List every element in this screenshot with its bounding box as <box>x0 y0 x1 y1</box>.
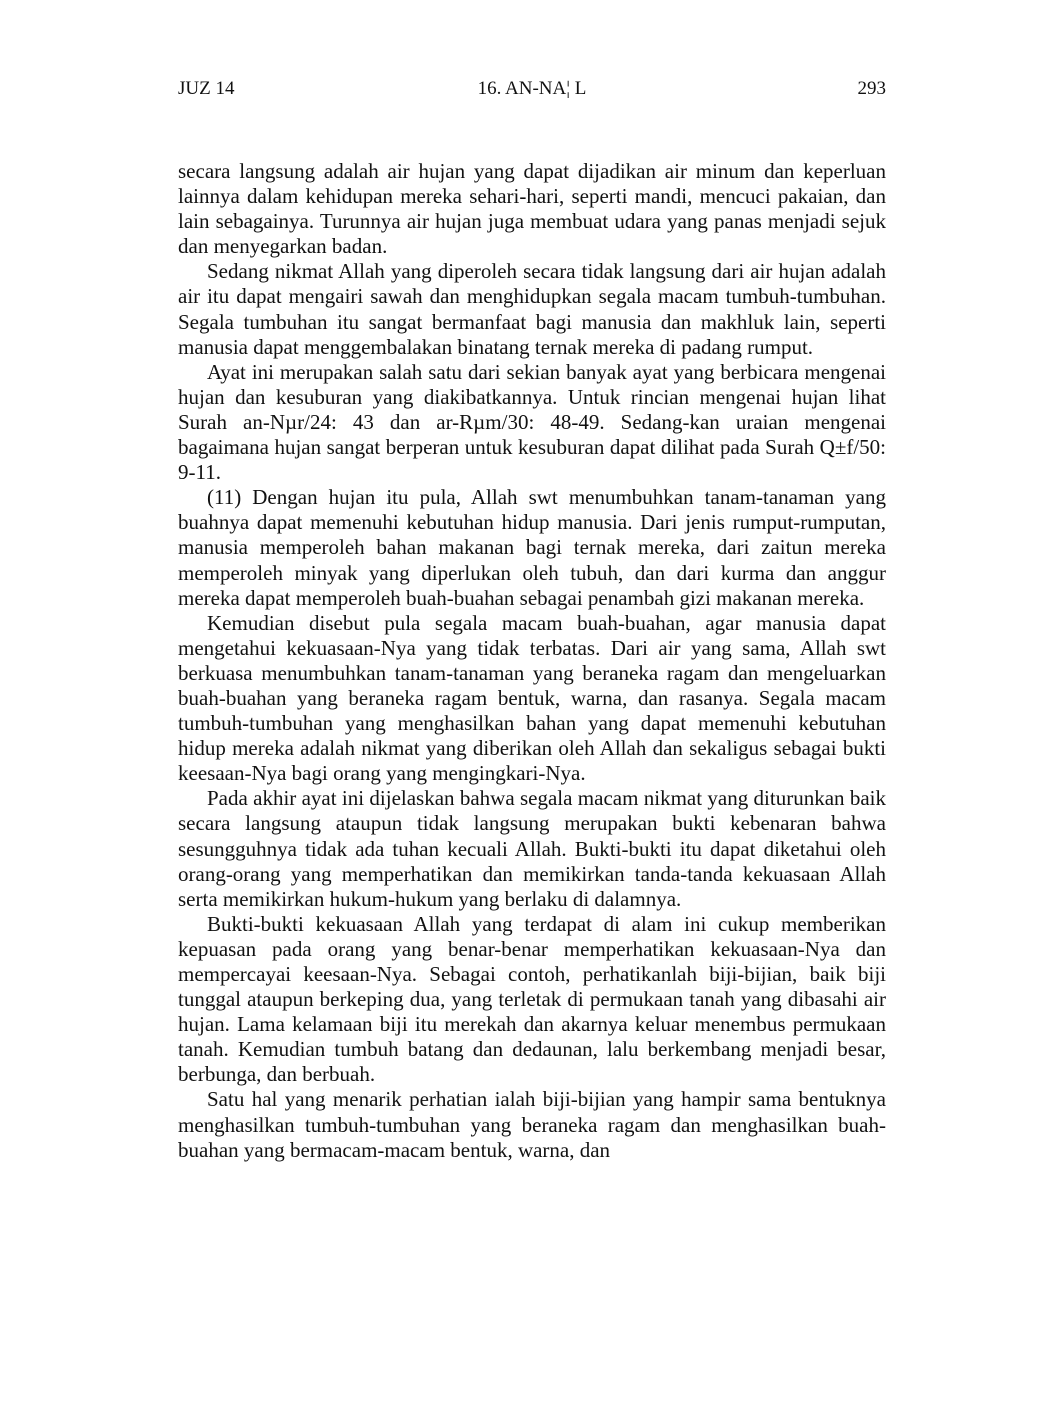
paragraph: (11) Dengan hujan itu pula, Allah swt menumbuhkan tanam-tanaman yang buahnya dapat memenuhi kebutuhan hidup manusia. Dari jenis rumput-rumputan, manusia memperoleh bahan makanan bagi ternak mereka, dari zaitun mereka memperoleh minyak yang diperlukan oleh tubuh, dan dari kurma dan anggur mereka dapat memperoleh buah-buahan sebagai penambah gizi makanan mereka. <box>178 485 886 610</box>
page-header <box>178 76 886 102</box>
page-number: 293 <box>857 78 886 99</box>
juz-label: JUZ 14 <box>178 78 235 99</box>
paragraph-continued: secara langsung adalah air hujan yang dapat dijadikan air minum dan keperluan lainnya dalam kehidupan mereka sehari-hari, seperti mandi, mencuci pakaian, dan lain sebagainya. Turunnya air hujan juga membuat udara yang panas menjadi sejuk dan menyegarkan badan. <box>178 159 886 259</box>
body-text <box>178 159 886 1163</box>
paragraph: Pada akhir ayat ini dijelaskan bahwa segala macam nikmat yang diturunkan baik secara langsung ataupun tidak langsung merupakan bukti kebenaran bahwa sesungguhnya tidak ada tuhan kecuali Allah. Bukti-bukti itu dapat diketahui oleh orang-orang yang memperhatikan dan memikirkan tanda-tanda kekuasaan Allah serta memikirkan hukum-hukum yang berlaku di dalamnya. <box>178 786 886 911</box>
paragraph: Sedang nikmat Allah yang diperoleh secara tidak langsung dari air hujan adalah air itu dapat mengairi sawah dan menghidupkan segala macam tumbuh-tumbuhan. Segala tumbuhan itu sangat bermanfaat bagi manusia dan makhluk lain, seperti manusia dapat menggembalakan binatang ternak mereka di padang rumput. <box>178 259 886 359</box>
paragraph: Ayat ini merupakan salah satu dari sekian banyak ayat yang berbicara mengenai hujan dan kesuburan yang diakibatkannya. Untuk rincian mengenai hujan lihat Surah an-Nµr/24: 43 dan ar-Rµm/30: 48-49. Sedang-kan uraian mengenai bagaimana hujan sangat berperan untuk kesuburan dapat dilihat pada Surah Q±f/50: 9-11. <box>178 359 886 485</box>
paragraph: Bukti-bukti kekuasaan Allah yang terdapat di alam ini cukup memberikan kepuasan pada orang yang benar-benar memperhatikan kekuasaan-Nya dan mempercayai keesaan-Nya. Sebagai contoh, perhatikanlah biji-bijian, baik biji tunggal ataupun berkeping dua, yang terletak di permukaan tanah yang dibasahi air hujan. Lama kelamaan biji itu merekah dan akarnya keluar menembus permukaan tanah. Kemudian tumbuh batang dan dedaunan, lalu berkembang menjadi besar, berbunga, dan berbuah. <box>178 911 886 1087</box>
paragraph: Satu hal yang menarik perhatian ialah biji-bijian yang hampir sama bentuknya menghasilkan tumbuh-tumbuhan yang beraneka ragam dan menghasilkan buah-buahan yang bermacam-macam bentuk, warna, dan <box>178 1087 886 1162</box>
paragraph: Kemudian disebut pula segala macam buah-buahan, agar manusia dapat mengetahui kekuasaan-Nya yang tidak terbatas. Dari air yang sama, Allah swt berkuasa menumbuhkan tanam-tanaman yang beraneka ragam dan mengeluarkan buah-buahan yang beraneka ragam bentuk, warna, dan rasanya. Segala macam tumbuh-tumbuhan yang menghasilkan bahan yang dapat memenuhi kebutuhan hidup mereka adalah nikmat yang diberikan oleh Allah dan sekaligus sebagai bukti keesaan-Nya bagi orang yang mengingkari-Nya. <box>178 610 886 786</box>
chapter-title: 16. AN-NA¦ L <box>477 78 587 99</box>
